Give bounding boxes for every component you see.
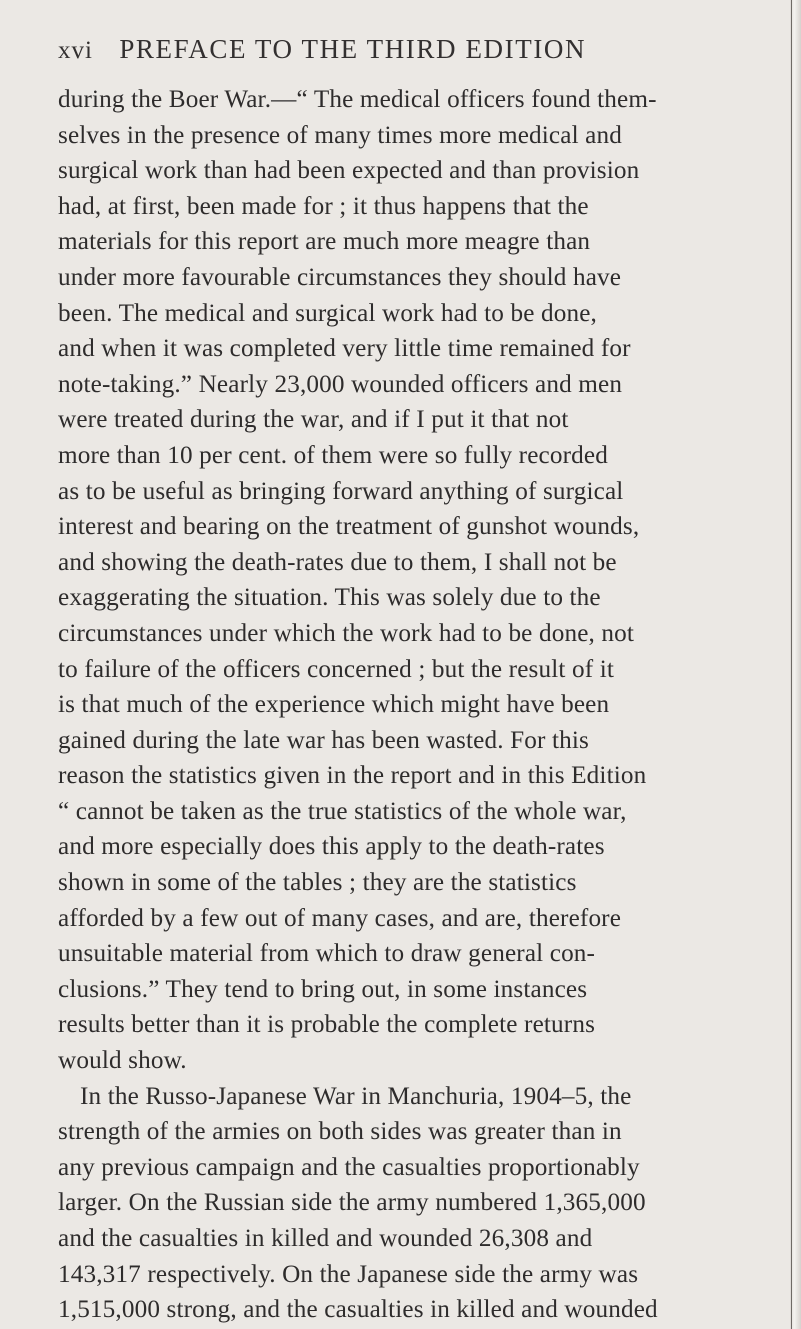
text-line: gained during the late war has been wasted. For this	[58, 726, 589, 754]
text-line: unsuitable material from which to draw general con-	[58, 940, 596, 968]
text-line: reason the statistics given in the report and in this Edition	[58, 762, 647, 790]
text-line: strength of the armies on both sides was greater than in	[58, 1118, 622, 1146]
text-line: is that much of the experience which might have been	[58, 691, 610, 719]
text-line: any previous campaign and the casualties proportionably	[58, 1153, 640, 1181]
text-line: note-taking.” Nearly 23,000 wounded officers and men	[58, 370, 623, 398]
text-line: shown in some of the tables ; they are the statistics	[58, 869, 577, 897]
text-line: afforded by a few out of many cases, and are, therefore	[58, 904, 622, 932]
text-line: as to be useful as bringing forward anything of surgical	[58, 477, 624, 505]
text-line: during the Boer War.—“ The medical officers found them-	[58, 86, 657, 113]
text-line: would show.	[58, 1047, 187, 1075]
text-line: surgical work than had been expected and than provision	[58, 157, 640, 185]
text-line: and the casualties in killed and wounded 26,308 and	[58, 1225, 593, 1252]
text-line: and when it was completed very little time remained for	[58, 335, 631, 363]
text-line: larger. On the Russian side the army numbered 1,365,000	[58, 1189, 646, 1217]
text-line: exaggerating the situation. This was solely due to the	[58, 584, 601, 612]
body-text	[58, 82, 790, 1328]
text-line: and showing the death-rates due to them, I shall not be	[58, 548, 617, 576]
paragraph-first-line: In the Russo-Japanese War in Manchuria, 1904–5, the	[80, 1082, 632, 1110]
text-line: more than 10 per cent. of them were so fully recorded	[58, 441, 608, 469]
text-line: results better than it is probable the complete returns	[58, 1011, 596, 1039]
text-line: circumstances under which the work had to be done, not	[58, 619, 635, 647]
text-line: had, at first, been made for ; it thus happens that the	[58, 192, 589, 220]
text-line: were treated during the war, and if I put it that not	[58, 406, 569, 434]
text-line: 143,317 respectively. On the Japanese side the army was	[58, 1260, 639, 1288]
page-number: xvi	[58, 37, 93, 64]
text-line: materials for this report are much more meagre than	[58, 228, 591, 256]
text-line: and more especially does this apply to the death-rates	[58, 833, 605, 861]
text-line: selves in the presence of many times more medical and	[58, 121, 622, 149]
running-header	[58, 34, 586, 65]
text-line: “ cannot be taken as the true statistics of the whole war,	[58, 797, 627, 825]
text-line: 1,515,000 strong, and the casualties in killed and wounded	[58, 1296, 658, 1324]
page-edge-shadow	[791, 0, 792, 1329]
text-line: interest and bearing on the treatment of gunshot wounds,	[58, 513, 640, 541]
text-line: under more favourable circumstances they should have	[58, 263, 622, 291]
text-line: clusions.” They tend to bring out, in some instances	[58, 975, 588, 1003]
running-title: PREFACE TO THE THIRD EDITION	[119, 34, 587, 64]
text-line: been. The medical and surgical work had to be done,	[58, 299, 597, 327]
text-line: to failure of the officers concerned ; but the result of it	[58, 655, 615, 683]
